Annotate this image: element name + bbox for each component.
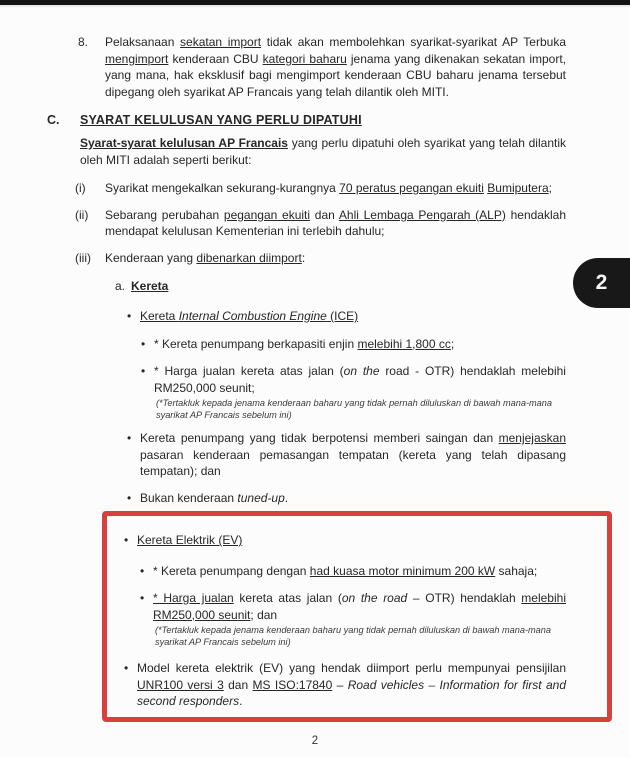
item-8-text: Pelaksanaan sekatan import tidak akan membolehkan syarikat-syarikat AP Terbuka mengimport kenderaan CBU kategori baharu jenama yang dikenakan sekatan import, yang mana, hak eksklusif bagi mengimport kenderaan CBU baharu jenama tersebut dipegang oleh syarikat AP Francais yang telah dilantik oleh MITI. bbox=[105, 35, 566, 99]
bullet-marker: • bbox=[127, 309, 132, 323]
bullet-marker: • bbox=[141, 364, 146, 378]
ev-heading-text: Kereta Elektrik (EV) bbox=[137, 533, 243, 547]
footer-page-number: 2 bbox=[311, 735, 319, 747]
section-c-title: SYARAT KELULUSAN YANG PERLU DIPATUHI bbox=[80, 113, 362, 127]
ice-heading-bullet bbox=[127, 308, 566, 325]
bullet-marker: • bbox=[140, 563, 145, 578]
page-tab-badge bbox=[573, 258, 630, 308]
bullet-marker: • bbox=[124, 661, 129, 675]
ice-bullet-price-text: * Harga jualan kereta atas jalan (on the road - OTR) hendaklah melebihi RM250,000 seunit; bbox=[154, 364, 566, 395]
condition-ii-label: (ii) bbox=[75, 207, 89, 222]
ev-price-footnote: (*Tertakluk kepada jenama kenderaan baharu yang tidak pernah diluluskan di bawah mana-mana syarikat AP Francais sebelum ini) bbox=[155, 625, 551, 647]
ice-bullet-engine-capacity-text: * Kereta penumpang berkapasiti enjin melebihi 1,800 cc; bbox=[154, 336, 455, 351]
condition-i bbox=[75, 180, 566, 197]
subsection-a-title: Kereta bbox=[131, 279, 169, 293]
ev-bullet-price-text: * Harga jualan kereta atas jalan (on the road – OTR) hendaklah melebihi RM250,000 seunit; dan bbox=[153, 591, 566, 622]
bullet-marker: • bbox=[141, 336, 146, 351]
ev-bullet-certification-text: Model kereta elektrik (EV) yang hendak diimport perlu mempunyai pensijilan UNR100 versi 3 dan MS ISO:17840 – Road vehicles – Information for first and second responders. bbox=[137, 661, 567, 708]
subsection-a-kereta bbox=[115, 279, 566, 293]
ev-bullet-motor-power bbox=[140, 563, 566, 580]
ev-heading-bullet bbox=[124, 532, 566, 549]
condition-iii-label: (iii) bbox=[75, 250, 91, 265]
ice-bullet-price bbox=[141, 363, 566, 396]
ice-price-footnote: (*Tertakluk kepada jenama kenderaan baharu yang tidak pernah diluluskan di bawah mana-mana syarikat AP Francais sebelum ini) bbox=[156, 398, 552, 420]
highlight-box-ev bbox=[102, 511, 612, 722]
paragraph-item-8 bbox=[78, 34, 566, 100]
ice-bullet-local-market-text: Kereta penumpang yang tidak berpotensi memberi saingan dan menjejaskan pasaran kenderaan pemasangan tempatan (kereta yang telah dipasang tempatan); dan bbox=[140, 431, 566, 478]
scan-edge-strip bbox=[0, 0, 630, 7]
bullet-marker: • bbox=[140, 591, 145, 605]
condition-ii bbox=[75, 207, 566, 240]
bullet-marker: • bbox=[124, 533, 129, 547]
condition-iii-text: Kenderaan yang dibenarkan diimport: bbox=[105, 250, 306, 265]
condition-i-text: Syarikat mengekalkan sekurang-kurangnya 70 peratus pegangan ekuiti Bumiputera; bbox=[105, 181, 552, 195]
ev-bullet-motor-power-text: * Kereta penumpang dengan had kuasa motor minimum 200 kW sahaja; bbox=[153, 563, 538, 578]
ice-bullet-tuned-up-text: Bukan kenderaan tuned-up. bbox=[140, 490, 289, 505]
bullet-marker: • bbox=[127, 490, 132, 505]
section-c-label: C. bbox=[47, 113, 60, 127]
ice-heading-text: Kereta Internal Combustion Engine (ICE) bbox=[140, 309, 359, 323]
ev-bullet-price bbox=[140, 590, 566, 623]
page-tab-badge-number: 2 bbox=[595, 271, 608, 294]
section-c-heading bbox=[47, 113, 566, 127]
intro-paragraph: Syarat-syarat kelulusan AP Francais yang perlu dipatuhi oleh syarikat yang telah dilantik oleh MITI adalah seperti berikut: bbox=[80, 136, 566, 167]
ice-bullet-local-market bbox=[127, 430, 566, 480]
ev-bullet-certification bbox=[124, 660, 566, 710]
item-8-number: 8. bbox=[78, 35, 89, 49]
ice-bullet-tuned-up bbox=[127, 490, 566, 507]
condition-iii bbox=[75, 250, 566, 267]
bullet-marker: • bbox=[127, 431, 132, 445]
condition-i-label: (i) bbox=[75, 181, 86, 195]
subsection-a-label: a. bbox=[115, 279, 126, 293]
condition-ii-text: Sebarang perubahan pegangan ekuiti dan Ahli Lembaga Pengarah (ALP) hendaklah mendapat kelulusan Kementerian ini terlebih dahulu; bbox=[105, 207, 566, 238]
ice-bullet-engine-capacity bbox=[141, 336, 566, 353]
